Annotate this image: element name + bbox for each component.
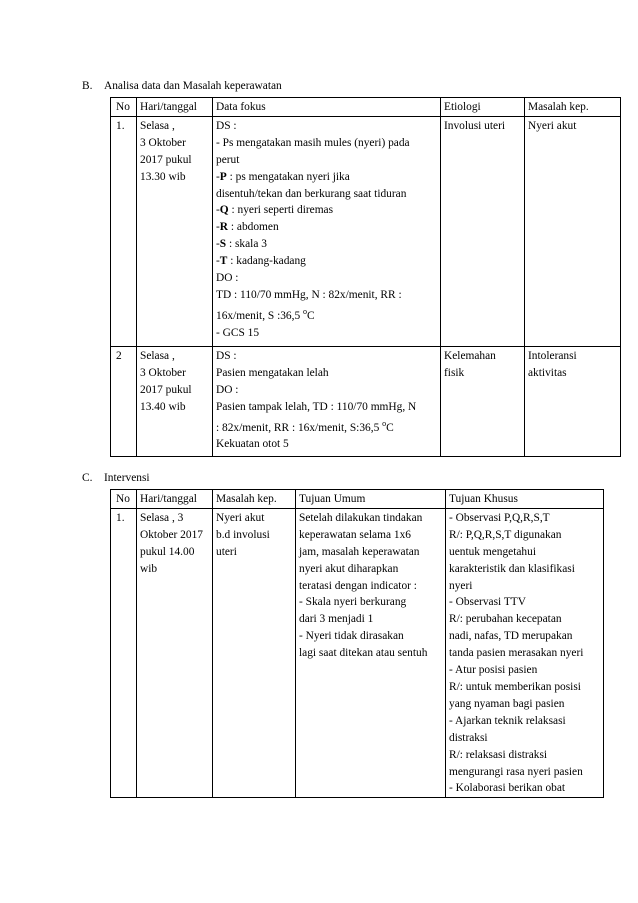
row-1-hari-line: Selasa , xyxy=(140,119,175,132)
masalah-line: Nyeri akut xyxy=(216,511,265,524)
khusus-line: R/: P,Q,R,S,T digunakan xyxy=(449,528,562,541)
analisa-row-2 xyxy=(111,346,621,456)
pqrst-key: Q xyxy=(219,204,229,217)
section-c-letter: C. xyxy=(82,472,93,484)
analisa-table xyxy=(110,97,621,457)
khusus-line: distraksi xyxy=(449,731,488,744)
row-2-hari-line: 13.40 wib xyxy=(140,400,186,413)
pqrst-key: S xyxy=(219,238,227,251)
hari-line: wib xyxy=(140,562,158,575)
ds-label: DS : xyxy=(216,349,237,362)
intervensi-tujuan-umum xyxy=(296,508,446,797)
section-b-heading xyxy=(82,80,282,92)
do-text-value: : 82x/menit, RR : 16x/menit, S:36,5 xyxy=(216,421,380,434)
pqrst-key: P xyxy=(219,170,227,183)
khusus-line: - Atur posisi pasien xyxy=(449,664,538,677)
header-hari-tanggal: Hari/tanggal xyxy=(137,490,213,509)
khusus-line: - Observasi TTV xyxy=(449,596,526,609)
khusus-line: R/: untuk memberikan posisi xyxy=(449,680,581,693)
khusus-line: - Ajarkan teknik relaksasi xyxy=(449,714,566,727)
khusus-line: R/: relaksasi distraksi xyxy=(449,748,548,761)
intervensi-masalah xyxy=(213,508,296,797)
masalah-line: uteri xyxy=(216,545,237,558)
row-2-hari-tanggal xyxy=(137,346,213,456)
umum-line: Setelah dilakukan tindakan xyxy=(299,511,423,524)
degree-sup: o xyxy=(303,306,308,316)
umum-line: keperawatan selama 1x6 xyxy=(299,528,411,541)
intervensi-table xyxy=(110,489,604,798)
umum-line: lagi saat ditekan atau sentuh xyxy=(299,647,428,660)
header-tujuan-khusus: Tujuan Khusus xyxy=(446,490,604,509)
intervensi-hari-tanggal xyxy=(137,508,213,797)
row-1-no: 1. xyxy=(111,116,137,346)
pqrst-p-cont: disentuh/tekan dan berkurang saat tiduran xyxy=(216,187,407,200)
khusus-line: uentuk mengetahui xyxy=(449,545,536,558)
gcs-text: - GCS 15 xyxy=(216,326,260,339)
do-text: Pasien tampak lelah, TD : 110/70 mmHg, N xyxy=(216,400,417,413)
masalah-line: aktivitas xyxy=(528,366,567,379)
hari-line: Oktober 2017 xyxy=(140,528,203,541)
header-tujuan-umum: Tujuan Umum xyxy=(296,490,446,509)
row-1-hari-line: 2017 pukul xyxy=(140,153,192,166)
intervensi-row-no: 1. xyxy=(111,508,137,797)
ds-text: perut xyxy=(216,153,240,166)
section-c-title: Intervensi xyxy=(104,472,150,484)
pqrst-t: -T : kadang-kadang xyxy=(216,255,306,268)
pqrst-s: -S : skala 3 xyxy=(216,238,267,251)
umum-line: nyeri akut diharapkan xyxy=(299,562,399,575)
degree-sup: o xyxy=(382,418,387,428)
row-2-hari-line: 3 Oktober xyxy=(140,366,186,379)
row-2-hari-line: 2017 pukul xyxy=(140,383,192,396)
pqrst-text: : nyeri seperti diremas xyxy=(228,204,334,217)
row-2-masalah xyxy=(525,346,621,456)
umum-line: - Nyeri tidak dirasakan xyxy=(299,630,404,643)
analisa-row-1 xyxy=(111,116,621,346)
khusus-line: - Kolaborasi berikan obat xyxy=(449,782,566,795)
etiologi-line: Involusi uteri xyxy=(444,119,506,132)
pqrst-text: : ps mengatakan nyeri jika xyxy=(226,170,350,183)
row-2-hari-line: Selasa , xyxy=(140,349,175,362)
khusus-line: yang nyaman bagi pasien xyxy=(449,697,565,710)
intervensi-row-1 xyxy=(111,508,604,797)
row-1-etiologi xyxy=(441,116,525,346)
row-2-etiologi xyxy=(441,346,525,456)
section-b-letter: B. xyxy=(82,80,93,92)
etiologi-line: fisik xyxy=(444,366,465,379)
ds-text: Pasien mengatakan lelah xyxy=(216,366,329,379)
khusus-line: nadi, nafas, TD merupakan xyxy=(449,630,573,643)
do-text xyxy=(216,304,438,325)
do-label: DO : xyxy=(216,272,239,285)
pqrst-text: : kadang-kadang xyxy=(227,255,306,268)
hari-line: Selasa , 3 xyxy=(140,511,184,524)
pqrst-p: -P : ps mengatakan nyeri jika xyxy=(216,170,350,183)
section-c-heading xyxy=(82,472,150,484)
header-etiologi: Etiologi xyxy=(441,98,525,117)
masalah-line: Nyeri akut xyxy=(528,119,577,132)
header-masalah-kep: Masalah kep. xyxy=(525,98,621,117)
section-b-title: Analisa data dan Masalah keperawatan xyxy=(104,80,282,92)
header-data-fokus: Data fokus xyxy=(213,98,441,117)
khusus-line: - Observasi P,Q,R,S,T xyxy=(449,511,550,524)
umum-line: - Skala nyeri berkurang xyxy=(299,596,407,609)
ds-text: - Ps mengatakan masih mules (nyeri) pada xyxy=(216,136,410,149)
header-no: No xyxy=(111,490,137,509)
degree-unit: C xyxy=(386,421,394,434)
do-text: TD : 110/70 mmHg, N : 82x/menit, RR : xyxy=(216,288,402,301)
header-no: No xyxy=(111,98,137,117)
row-1-data-fokus xyxy=(213,116,441,346)
khusus-line: R/: perubahan kecepatan xyxy=(449,613,562,626)
pqrst-text: : skala 3 xyxy=(226,238,267,251)
ds-label: DS : xyxy=(216,119,237,132)
row-1-hari-line: 13.30 wib xyxy=(140,170,186,183)
khusus-line: nyeri xyxy=(449,579,473,592)
kekuatan-text: Kekuatan otot 5 xyxy=(216,438,289,451)
degree-unit: C xyxy=(307,309,315,322)
row-1-hari-line: 3 Oktober xyxy=(140,136,186,149)
pqrst-text: : abdomen xyxy=(228,221,279,234)
row-1-masalah xyxy=(525,116,621,346)
khusus-line: mengurangi rasa nyeri pasien xyxy=(449,765,583,778)
do-label: DO : xyxy=(216,383,239,396)
row-2-no: 2 xyxy=(111,346,137,456)
umum-line: dari 3 menjadi 1 xyxy=(299,613,374,626)
hari-line: pukul 14.00 xyxy=(140,545,195,558)
umum-line: teratasi dengan indicator : xyxy=(299,579,417,592)
pqrst-q: -Q : nyeri seperti diremas xyxy=(216,204,334,217)
pqrst-key: T xyxy=(219,255,228,268)
intervensi-header-row xyxy=(111,490,604,509)
khusus-line: tanda pasien merasakan nyeri xyxy=(449,647,584,660)
umum-line: jam, masalah keperawatan xyxy=(299,545,420,558)
do-text xyxy=(216,416,438,437)
header-masalah-kep: Masalah kep. xyxy=(213,490,296,509)
row-1-hari-tanggal xyxy=(137,116,213,346)
row-2-data-fokus xyxy=(213,346,441,456)
intervensi-tujuan-khusus xyxy=(446,508,604,797)
masalah-line: b.d involusi xyxy=(216,528,270,541)
do-text-value: 16x/menit, S :36,5 xyxy=(216,309,301,322)
pqrst-r: -R : abdomen xyxy=(216,221,279,234)
masalah-line: Intoleransi xyxy=(528,349,577,362)
analisa-header-row xyxy=(111,98,621,117)
etiologi-line: Kelemahan xyxy=(444,349,496,362)
pqrst-key: R xyxy=(219,221,229,234)
khusus-line: karakteristik dan klasifikasi xyxy=(449,562,575,575)
header-hari-tanggal: Hari/tanggal xyxy=(137,98,213,117)
